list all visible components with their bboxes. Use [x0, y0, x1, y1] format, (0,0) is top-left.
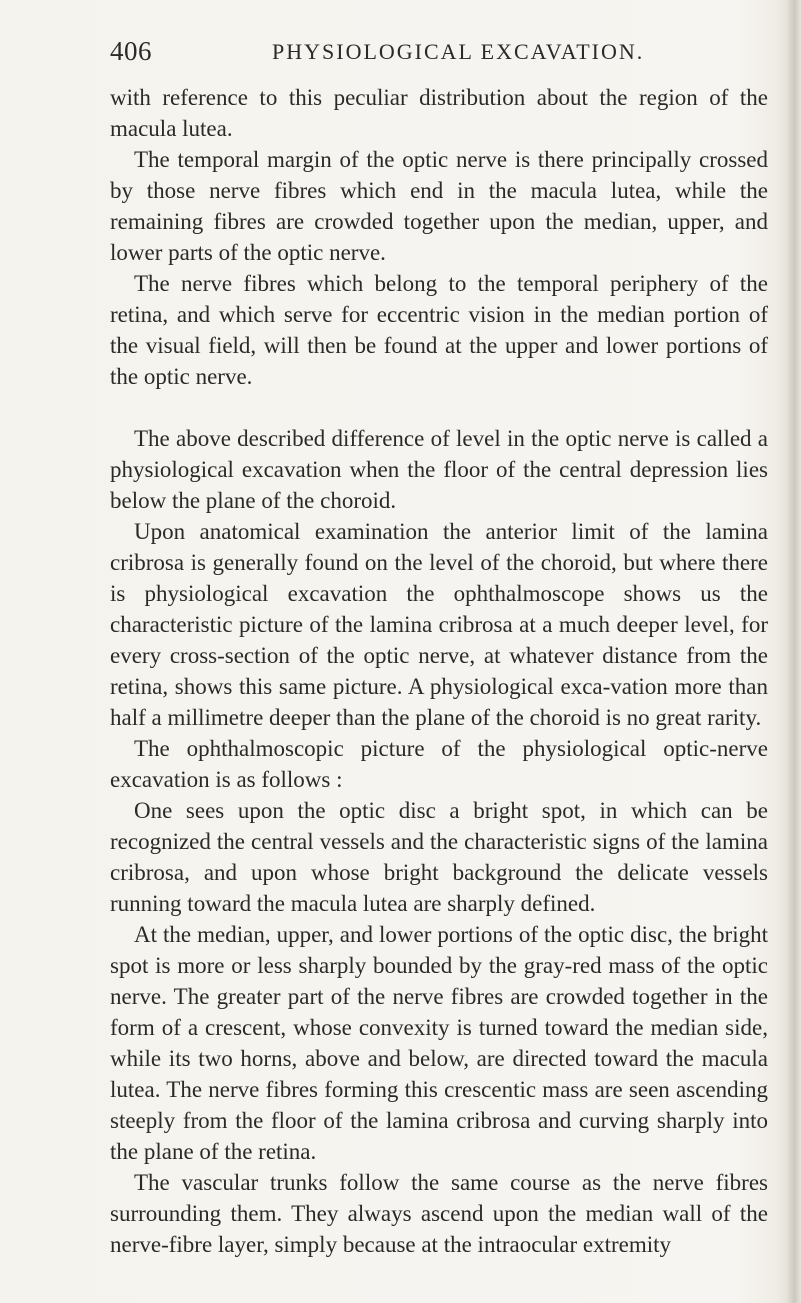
paragraph-5: Upon anatomical examination the anterior limit of the lamina cribrosa is generally found on the level of the choroid, but where there is physiological excavation the ophthalmoscope shows us the characteristic picture of the lamina cribrosa at a much deeper level, for every cross-section of the optic nerve, at whatever distance from the retina, shows this same picture. A physiological exca-vation more than half a millimetre deeper than the plane of the choroid is no great rarity.: [110, 519, 768, 730]
paragraph-6: The ophthalmoscopic picture of the physiological optic-nerve excavation is as follows :: [110, 736, 768, 792]
page-edge-shadow: [787, 0, 801, 1303]
paragraph-3: The nerve fibres which belong to the temporal periphery of the retina, and which serve for eccentric vision in the median portion of the visual field, will then be found at the upper and lower portions of the optic nerve.: [110, 271, 768, 389]
page-number: 406: [110, 36, 152, 66]
body-text: [110, 82, 768, 1260]
page-header: [110, 36, 770, 70]
paragraph-9: The vascular trunks follow the same course as the nerve fibres surrounding them. They always ascend upon the median wall of the nerve-fibre layer, simply because at the intraocular extremity: [110, 1170, 768, 1257]
paragraph-1: with reference to this peculiar distribution about the region of the macula lutea.: [110, 85, 768, 141]
paragraph-8: At the median, upper, and lower portions of the optic disc, the bright spot is more or less sharply bounded by the gray-red mass of the optic nerve. The greater part of the nerve fibres are crowded together in the form of a crescent, whose convexity is turned toward the median side, while its two horns, above and below, are directed toward the macula lutea. The nerve fibres forming this crescentic mass are seen ascending steeply from the floor of the lamina cribrosa and curving sharply into the plane of the retina.: [110, 922, 768, 1164]
running-head: PHYSIOLOGICAL EXCAVATION.: [272, 39, 645, 64]
paragraph-4: The above described difference of level in the optic nerve is called a physiological excavation when the floor of the central depression lies below the plane of the choroid.: [110, 426, 768, 513]
paragraph-2: The temporal margin of the optic nerve is there principally crossed by those nerve fibres which end in the macula lutea, while the remaining fibres are crowded together upon the median, upper, and lower parts of the optic nerve.: [110, 147, 768, 265]
paragraph-7: One sees upon the optic disc a bright spot, in which can be recognized the central vessels and the characteristic signs of the lamina cribrosa, and upon whose bright background the delicate vessels running toward the macula lutea are sharply defined.: [110, 798, 768, 916]
paragraph-gap: [110, 392, 768, 423]
